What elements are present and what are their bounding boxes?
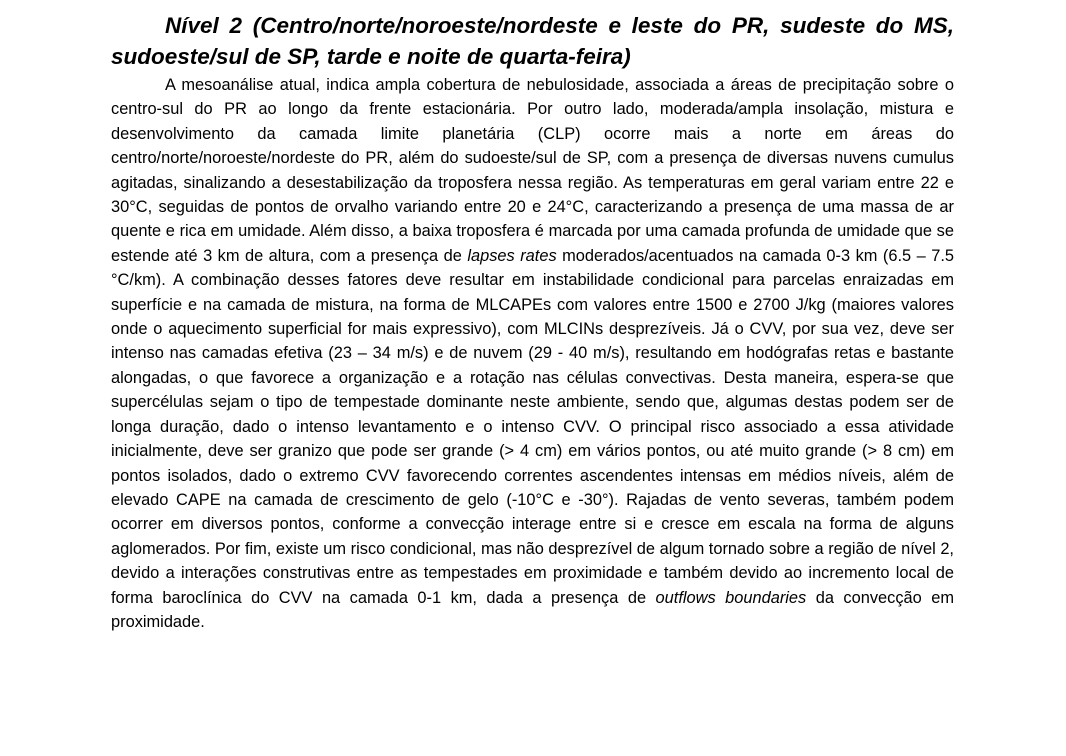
paragraph-text-3: da convecção em proximidade.: [111, 588, 954, 631]
paragraph-text-1: A mesoanálise atual, indica ampla cobertura de nebulosidade, associada a áreas de precipitação sobre o centro-sul do PR ao longo da frente estacionária. Por outro lado, moderada/ampla insolação, mistura e desenvolvimento da camada limite planetária (CLP) ocorre mais a norte em áreas do centro/norte/noroeste/nordeste do PR, além do sudoeste/sul de SP, com a presença de diversas nuvens cumulus agitadas, sinalizando a desestabilização da troposfera nessa região. As temperaturas em geral variam entre 22 e 30°C, seguidas de pontos de orvalho variando entre 20 e 24°C, caracterizando a presença de uma massa de ar quente e rica em umidade. Além disso, a baixa troposfera é marcada por uma camada profunda de umidade que se estende até 3 km de altura, com a presença de: [111, 76, 954, 265]
body-paragraph: [111, 73, 954, 634]
paragraph-italic-term-1: lapses rates: [467, 246, 557, 265]
paragraph-text-2: moderados/acentuados na camada 0-3 km (6.5 – 7.5 °C/km). A combinação desses fatores deve resultar em instabilidade condicional para parcelas enraizadas em superfície e na camada de mistura, na forma de MLCAPEs com valores entre 1500 e 2700 J/kg (maiores valores onde o aquecimento superficial for mais expressivo), com MLCINs desprezíveis. Já o CVV, por sua vez, deve ser intenso nas camadas efetiva (23 – 34 m/s) e de nuvem (29 - 40 m/s), resultando em hodógrafas retas e bastante alongadas, o que favorece a organização e a rotação nas células convectivas. Desta maneira, espera-se que supercélulas sejam o tipo de tempestade dominante neste ambiente, sendo que, algumas destas podem ser de longa duração, dado o intenso levantamento e o intenso CVV. O principal risco associado a essa atividade inicialmente, deve ser granizo que pode ser grande (> 4 cm) em vários pontos, ou até muito grande (> 8 cm) em pontos isolados, dado o extremo CVV favorecendo correntes ascendentes intensas em médios níveis, além de elevado CAPE na camada de crescimento de gelo (-10°C e -30°). Rajadas de vento severas, também podem ocorrer em diversos pontos, conforme a convecção interage entre si e cresce em escala na forma de alguns aglomerados. Por fim, existe um risco condicional, mas não desprezível de algum tornado sobre a região de nível 2, devido a interações construtivas entre as tempestades em proximidade e também devido ao incremento local de forma baroclínica do CVV na camada 0-1 km, dada a presença de: [111, 246, 954, 607]
paragraph-italic-term-2: outflows boundaries: [655, 588, 807, 607]
section-heading: Nível 2 (Centro/norte/noroeste/nordeste e leste do PR, sudeste do MS, sudoeste/sul de SP, tarde e noite de quarta-feira): [111, 13, 954, 69]
document-page: [111, 10, 954, 634]
